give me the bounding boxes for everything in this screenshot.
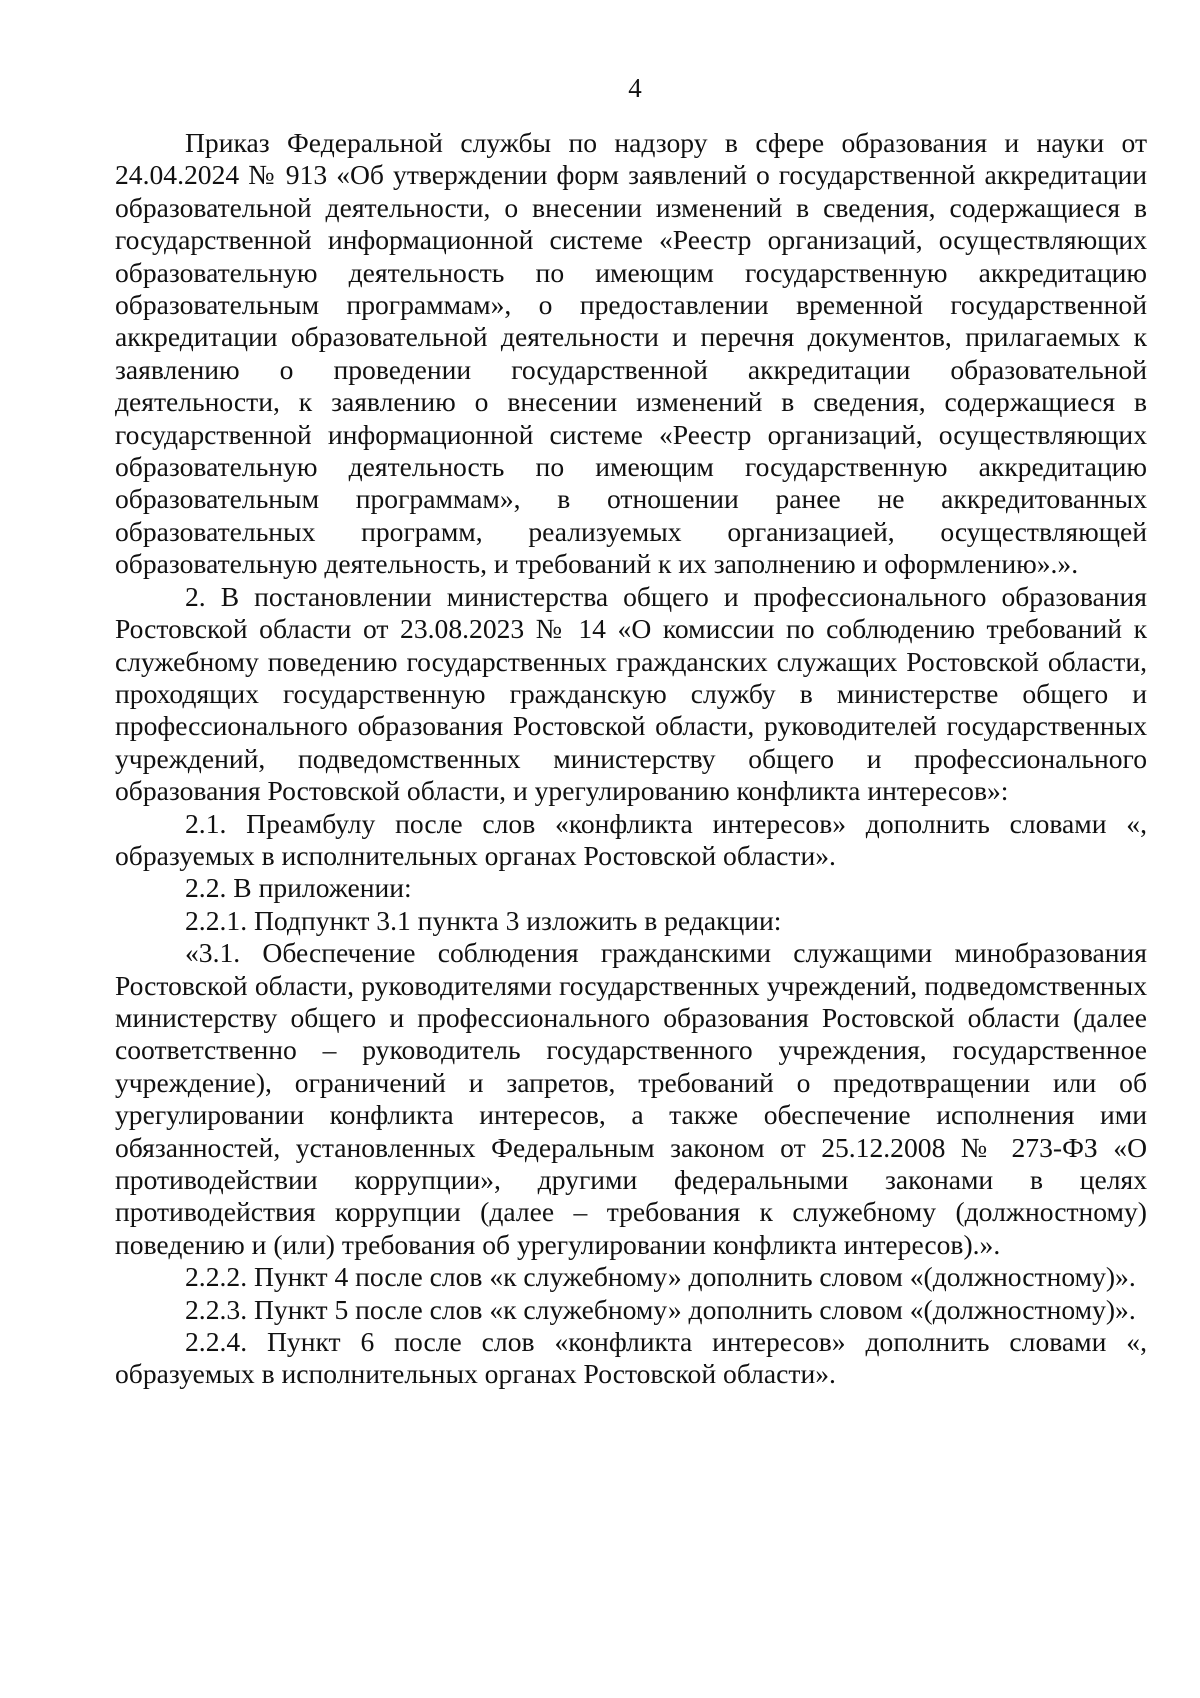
- paragraph-item-2-2-1: 2.2.1. Подпункт 3.1 пункта 3 изложить в редакции:: [185, 904, 782, 936]
- paragraph-item-2: 2. В постановлении министерства общего и профессионального образования Ростовской области от 23.08.2023 № 14 «О комиссии по соблюдению требований к служебному поведению государственных гражданских служащих Ростовской области, проходящих государственную гражданскую службу в министерстве общего и профессионального образования Ростовской области, руководителей государственных учреждений, подведомственных министерству общего и профессионального образования Ростовской области, и урегулированию конфликта интересов»:: [115, 580, 1147, 807]
- paragraph-item-2-1: 2.1. Преамбулу после слов «конфликта интересов» дополнить словами «, образуемых в исполнительных органах Ростовской области».: [115, 807, 1147, 871]
- document-body: [115, 127, 1147, 1391]
- paragraph-item-2-2-2: 2.2.2. Пункт 4 после слов «к служебному» дополнить словом «(должностному)».: [185, 1261, 1136, 1293]
- paragraph-item-2-2-3: 2.2.3. Пункт 5 после слов «к служебному» дополнить словом «(должностному)».: [185, 1293, 1136, 1325]
- paragraph-order-reference: Приказ Федеральной службы по надзору в сфере образования и науки от 24.04.2024 № 913 «Об утверждении форм заявлений о государственной аккредитации образовательной деятельности, о внесении изменений в сведения, содержащиеся в государственной информационной системе «Реестр организаций, осуществляющих образовательную деятельность по имеющим государственную аккредитацию образовательным программам», о предоставлении временной государственной аккредитации образовательной деятельности и перечня документов, прилагаемых к заявлению о проведении государственной аккредитации образовательной деятельности, к заявлению о внесении изменений в сведения, содержащиеся в государственной информационной системе «Реестр организаций, осуществляющих образовательную деятельность по имеющим государственную аккредитацию образовательным программам», в отношении ранее не аккредитованных образовательных программ, реализуемых организацией, осуществляющей образовательную деятельность, и требований к их заполнению и оформлению».».: [115, 127, 1147, 580]
- paragraph-item-2-2: 2.2. В приложении:: [185, 872, 412, 904]
- paragraph-subitem-3-1: «3.1. Обеспечение соблюдения гражданскими служащими минобразования Ростовской области, руководителями государственных учреждений, подведомственных министерству общего и профессионального образования Ростовской области (далее соответственно – руководитель государственного учреждения, государственное учреждение), ограничений и запретов, требований о предотвращении или об урегулировании конфликта интересов, а также обеспечение исполнения ими обязанностей, установленных Федеральным законом от 25.12.2008 № 273-ФЗ «О противодействии коррупции», другими федеральными законами в целях противодействия коррупции (далее – требования к служебному (должностному) поведению и (или) требования об урегулировании конфликта интересов).».: [115, 937, 1147, 1260]
- paragraph-item-2-2-4: 2.2.4. Пункт 6 после слов «конфликта интересов» дополнить словами «, образуемых в исполнительных органах Ростовской области».: [115, 1326, 1147, 1390]
- page-number: 4: [628, 73, 642, 103]
